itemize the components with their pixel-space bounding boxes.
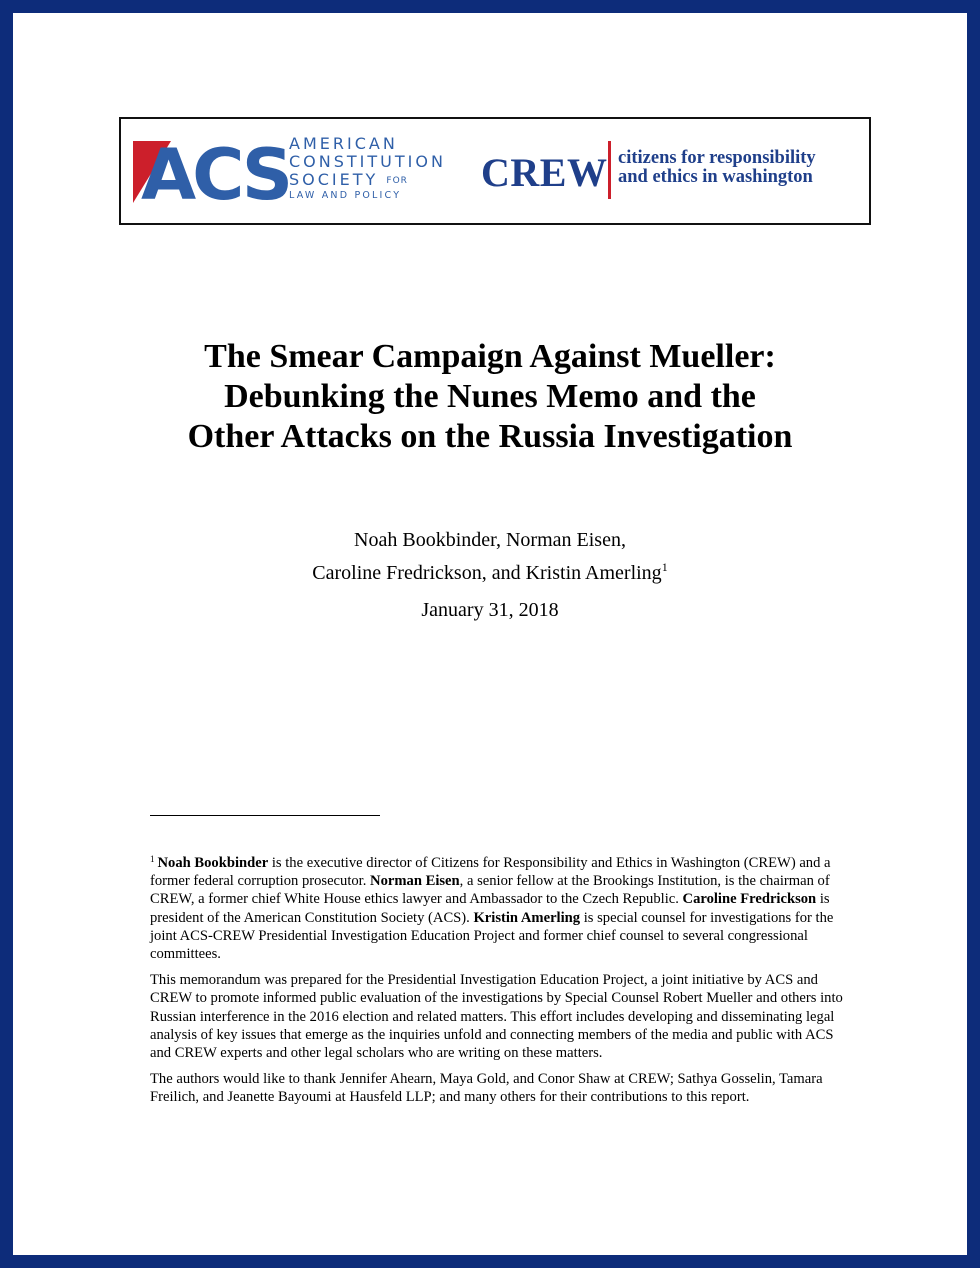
document-title: [13, 337, 967, 457]
acs-name-line4: LAW AND POLICY: [289, 190, 402, 201]
crew-logo-tagline: citizens for responsibility and ethics in washington: [618, 148, 816, 187]
footnotes: [150, 850, 850, 1115]
footnote-paragraph-2: This memorandum was prepared for the Presidential Investigation Education Project, a joint initiative by ACS and CREW to promote informed public evaluation of the investigations by Special Counsel Robert Mueller and others into Russian interference in the 2016 election and related matters. This effort includes developing and disseminating legal analysis of key issues that emerge as the inquiries unfold and connecting members of the media and public with ACS and CREW experts and other legal scholars who are writing on these matters.: [150, 972, 843, 1062]
acs-logo-mark: [133, 141, 291, 203]
footnote-paragraph-3: The authors would like to thank Jennifer Ahearn, Maya Gold, and Conor Shaw at CREW; Sathya Gosselin, Tamara Freilich, and Jeanette Bayoumi at Hausfeld LLP; and many others for their contributions to this report.: [150, 1071, 823, 1106]
acs-name-line1: AMERICAN: [289, 134, 398, 153]
acs-name-line2: CONSTITUTION: [289, 152, 446, 171]
crew-logo-divider: [608, 141, 611, 199]
acs-wordmark: [289, 135, 446, 202]
document-page: [13, 13, 967, 1255]
acs-name-line3: SOCIETY FOR: [289, 170, 408, 189]
title-line1: The Smear Campaign Against Mueller:: [204, 338, 776, 375]
crew-logo-name: CREW: [481, 150, 608, 195]
title-line3: Other Attacks on the Russia Investigation: [187, 418, 793, 455]
footnote-1: $^1$ Noah Bookbinder is the executive director of Citizens for Responsibility and Ethics in Washington (CREW) and a former federal corruption prosecutor. Norman Eisen, a senior fellow at the Brookings Institution, is the chairman of CREW, a former chief White House ethics lawyer and Ambassador to the Czech Republic. Caroline Fredrickson is president of the American Constitution Society (ACS). Kristin Amerling is special counsel for investigations for the joint ACS-CREW Presidential Investigation Education Project and former chief counsel to several congressional committees.: [150, 854, 834, 963]
logo-banner: [119, 117, 871, 225]
title-line2: Debunking the Nunes Memo and the: [224, 378, 756, 415]
document-date: January 31, 2018: [421, 599, 559, 621]
acs-for: FOR: [386, 176, 408, 186]
authors-line2: Caroline Fredrickson, and Kristin Amerling$^1$: [312, 560, 668, 584]
footnote-separator: [150, 815, 380, 816]
author-list: [13, 527, 967, 587]
author-footnote-mark[interactable]: 1: [661, 560, 668, 574]
authors-line1: Noah Bookbinder, Norman Eisen,: [354, 529, 626, 551]
svg-text:ACS: ACS: [141, 141, 289, 203]
